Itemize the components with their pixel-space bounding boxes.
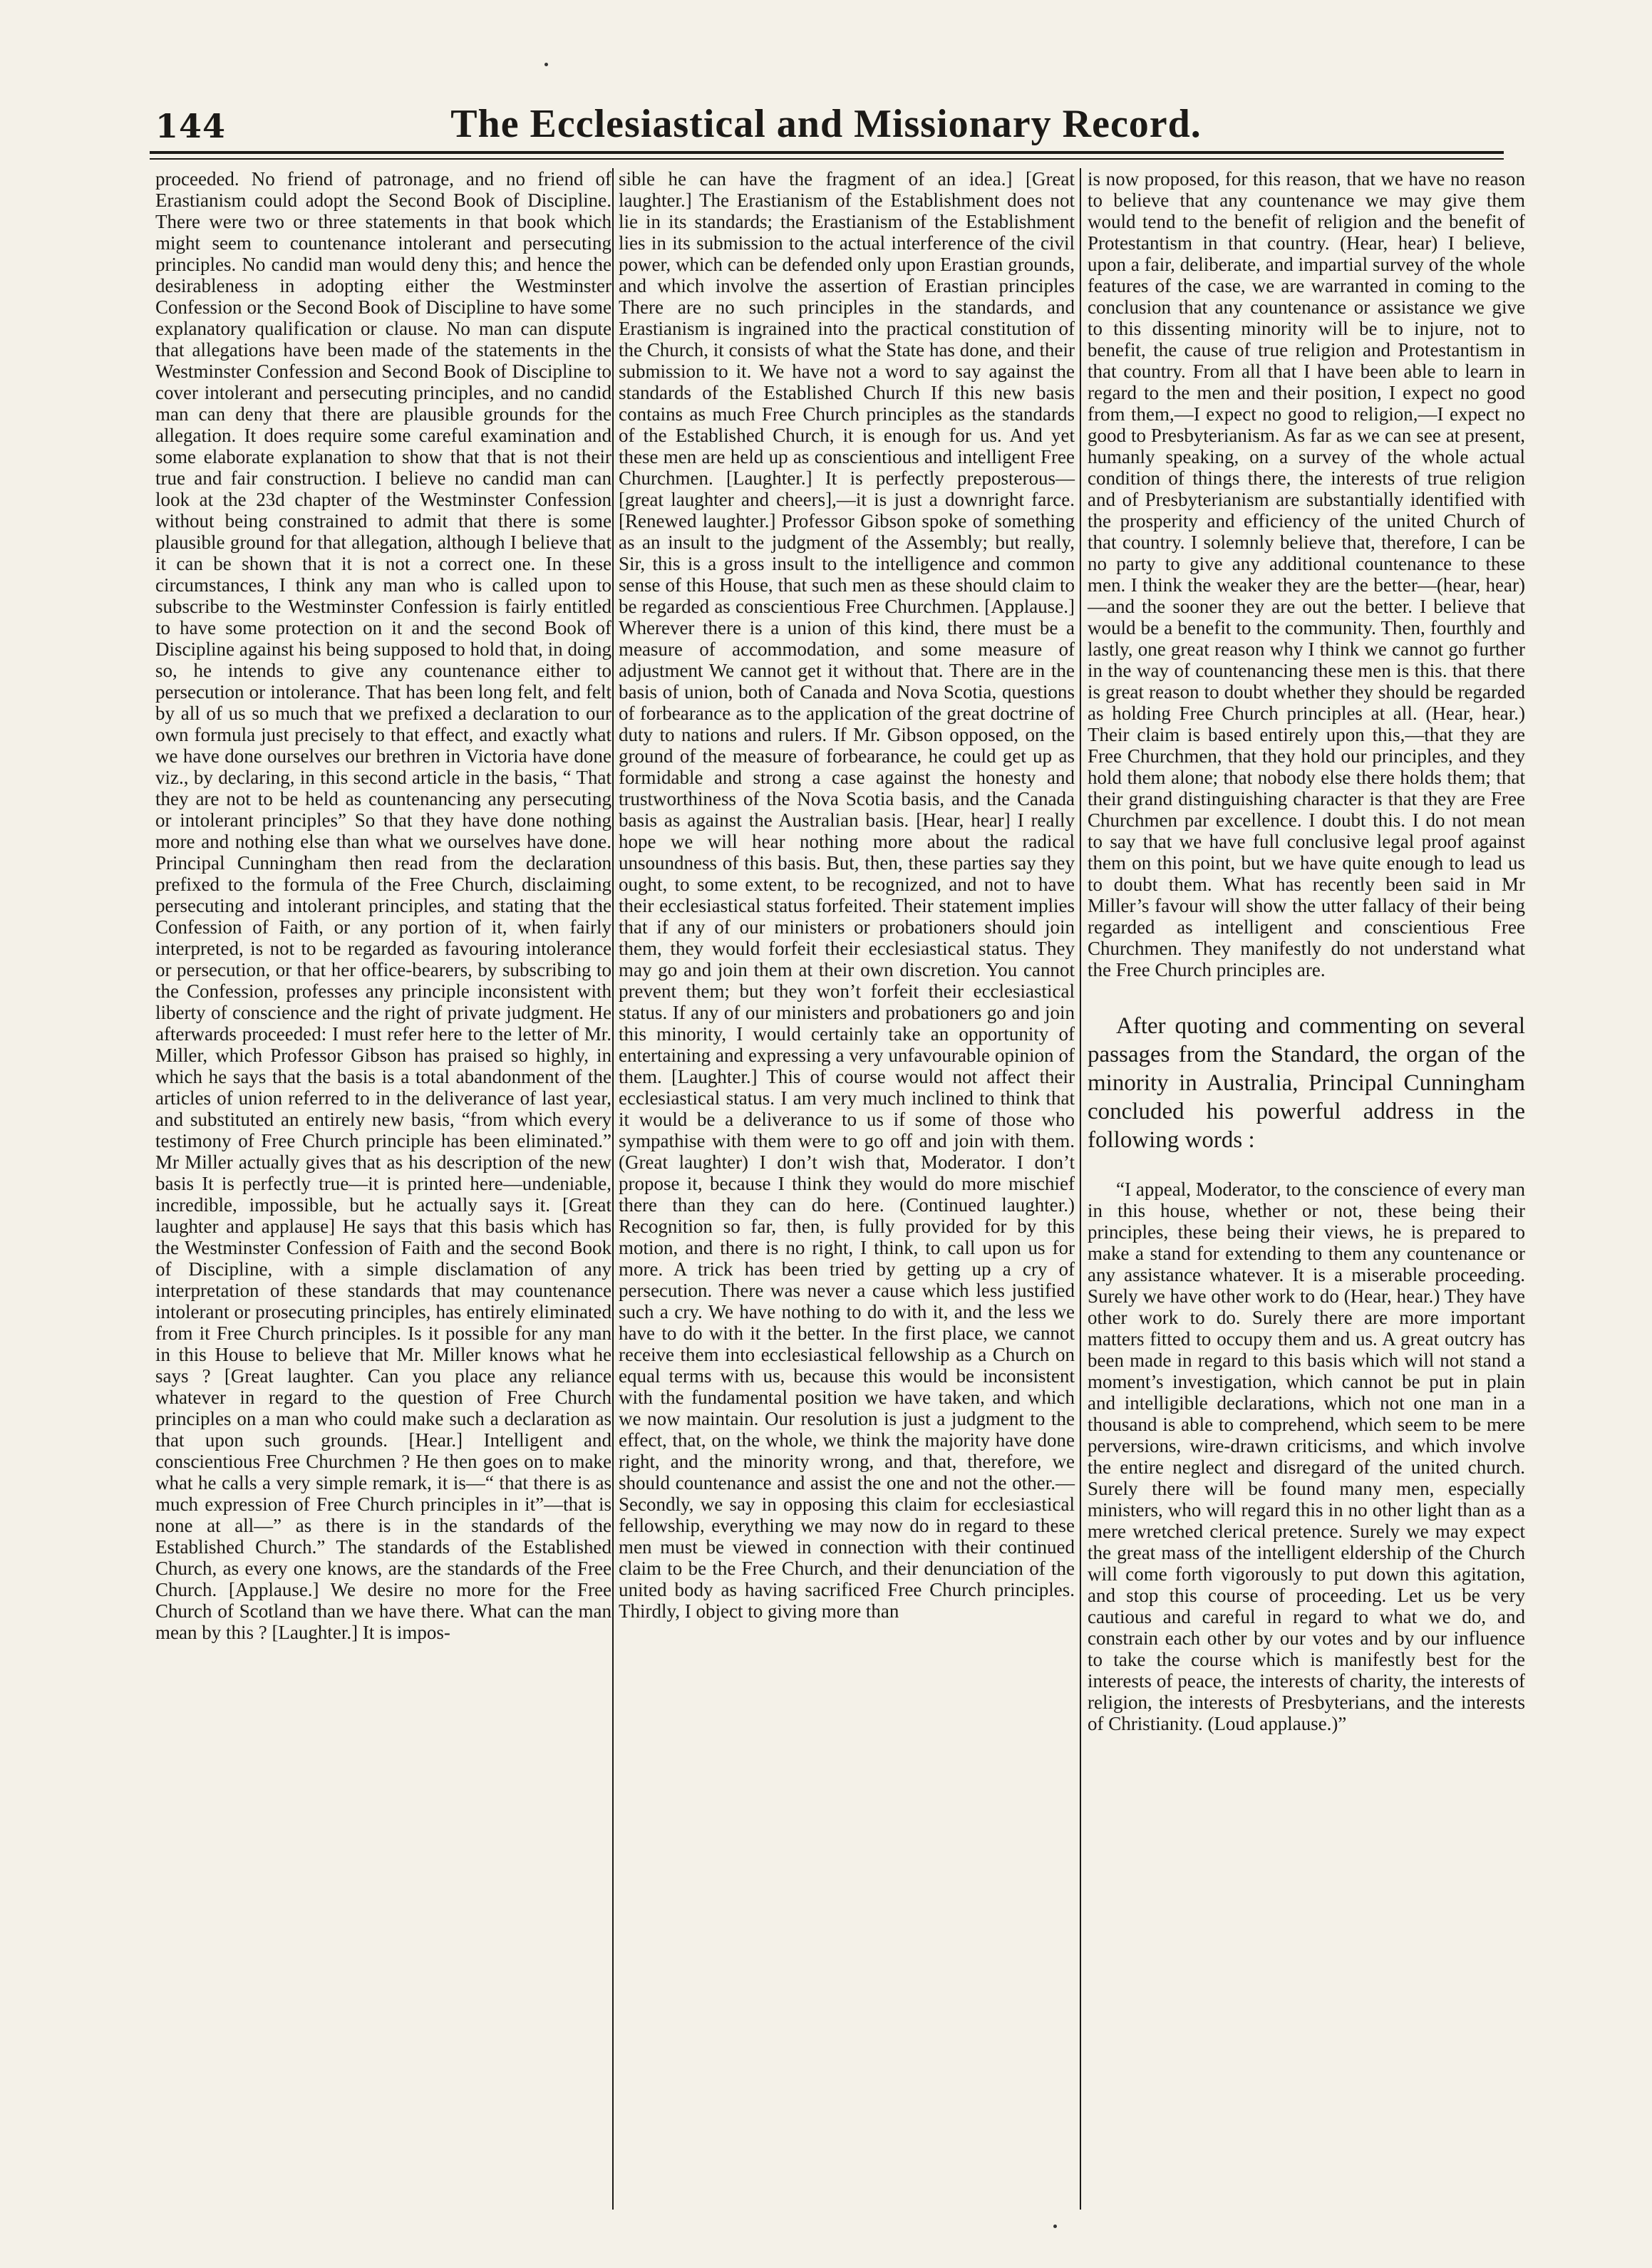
column-2	[619, 168, 1075, 1622]
stray-mark-bottom	[1053, 2225, 1057, 2228]
column-3	[1088, 168, 1525, 1734]
narrative-paragraph: After quoting and commenting on several passages from the Standard, the organ of the minority in Australia, Principal Cunningham concluded his powerful address in the following words :	[1088, 1013, 1525, 1153]
header-rule-thin	[150, 158, 1504, 160]
stray-mark-top	[544, 63, 548, 66]
closing-quote: “I appeal, Moderator, to the conscience of every man in this house, whether or not, these being their principles, these being their views, he is prepared to make a stand for extending to them any countenance or any assistance whatever. It is a miserable proceeding. Surely we have other work to do (Hear, hear.) They have other work to do. Surely there are more important matters fitted to occupy them and us. A great outcry has been made in regard to this basis which will not stand a moment’s investigation, which cannot be put in plain and intelligible declarations, which not one man in a thousand is able to comprehend, which seem to be mere perversions, wire-drawn criticisms, and which involve the entire neglect and disregard of the united church. Surely there will be found many men, especially ministers, who will regard this in no other light than as a mere wretched clerical pretence. Surely we may expect the great mass of the intelligent eldership of the Church will come forth vigorously to put down this agitation, and stop this course of proceeding. Let us be very cautious and careful in regard to what we do, and constrain each other by our votes and by our influence to take the course which is manifestly best for the interests of peace, the interests of charity, the interests of religion, the interests of Presbyterians, and the interests of Christianity. (Loud applause.)”	[1088, 1179, 1525, 1734]
column-divider-2	[1080, 168, 1081, 2210]
column-1-text: proceeded. No friend of patronage, and no friend of Erastianism could adopt the Second Book of Discipline. There were two or three statements in that book which might seem to countenance intolerant and persecuting principles. No candid man would deny this; and hence the desirableness in adopting either the Westminster Confession or the Second Book of Discipline to have some explanatory qualification or clause. No man can dispute that allegations have been made of the statements in the Westminster Confession and Second Book of Discipline to cover intolerant and persecuting principles, and no candid man can deny that there are plausible grounds for the allegation. It does require some careful examination and some elaborate explanation to show that that is not their true and fair construction. I believe no candid man can look at the 23d chapter of the Westminster Confession without being constrained to admit that there is some plausible ground for that allegation, although I believe that it can be shown that it is not a correct one. In these circumstances, I think any man who is called upon to subscribe to the Westminster Confession is fairly entitled to have some protection on it and the second Book of Discipline against his being supposed to hold that, in doing so, he intends to give any countenance either to persecution or intolerance. That has been long felt, and felt by all of us so much that we prefixed a declaration to our own formula just precisely to that effect, and exactly what we have done ourselves our brethren in Victoria have done viz., by declaring, in this second article in the basis, “ That they are not to be held as countenancing any persecuting or intolerant principles” So that they have done nothing more and nothing else than what we ourselves have done. Principal Cunningham then read from the declaration prefixed to the formula of the Free Church, disclaiming persecuting and intolerant principles, and stating that the Confession of Faith, or any portion of it, when fairly interpreted, is not to be regarded as favouring intolerance or persecution, or that her office-bearers, by subscribing to the Confession, professes any principle inconsistent with liberty of conscience and the right of private judgment. He afterwards proceeded: I must refer here to the letter of Mr. Miller, which Professor Gibson has praised so highly, in which he says that the basis is a total abandonment of the articles of union referred to in the deliverance of last year, and substituted an entirely new basis, “from which every testimony of Free Church principle has been eliminated.” Mr Miller actually gives that as his description of the new basis It is perfectly true—it is printed here—undeniable, incredible, impossible, but he actually says it. [Great laughter and applause] He says that this basis which has the Westminster Confession of Faith and the second Book of Discipline, with a simple disclamation of any interpretation of these standards that may countenance intolerant or prosecuting principles, has entirely eliminated from it Free Church principles. Is it possible for any man in this House to believe that Mr. Miller knows what he says ? [Great laughter. Can you place any reliance whatever in regard to the question of Free Church principles on a man who could make such a declaration as that upon such grounds. [Hear.] Intelligent and conscientious Free Churchmen ? He then goes on to make what he calls a very simple remark, it is—“ that there is as much expression of Free Church principles in it”—that is none at all—” as there is in the standards of the Established Church.” The standards of the Established Church, as every one knows, are the standards of the Free Church. [Applause.] We desire no more for the Free Church of Scotland than we have there. What can the man mean by this ? [Laughter.] It is impos-	[155, 168, 611, 1643]
header-rule-thick	[150, 151, 1504, 154]
column-divider-1	[612, 168, 614, 2210]
column-3-text: is now proposed, for this reason, that we have no reason to believe that any countenance we may give them would tend to the benefit of religion and the benefit of Protestantism in that country. (Hear, hear) I believe, upon a fair, deliberate, and impartial survey of the whole features of the case, we are warranted in coming to the conclusion that any countenance or assistance we give to this dissenting minority will be to injure, not to benefit, the cause of true religion and Protestantism in that country. From all that I have been able to learn in regard to the men and their position, I expect no good from them,—I expect no good to religion,—I expect no good to Presbyterianism. As far as we can see at present, humanly speaking, on a survey of the whole actual condition of things there, the interests of true religion and of Presbyterianism are substantially identified with the prosperity and efficiency of the united Church of that country. I solemnly believe that, therefore, I can be no party to give any additional countenance to these men. I think the weaker they are the better—(hear, hear)—and the sooner they are out the better. I believe that would be a benefit to the community. Then, fourthly and lastly, one great reason why I think we cannot go further in the way of countenancing these men is this. that there is great reason to doubt whether they should be regarded as holding Free Church principles at all. (Hear, hear.) Their claim is based entirely upon this,—that they are Free Churchmen, that they hold our principles, and they hold them alone; that nobody else there holds them; that their grand distinguishing character is that they are Free Churchmen par excellence. I doubt this. I do not mean to say that we have full conclusive legal proof against them on this point, but we have quite enough to lead us to doubt them. What has recently been said in Mr Miller’s favour will show the utter fallacy of their being regarded as intelligent and conscientious Free Churchmen. They manifestly do not understand what the Free Church principles are.	[1088, 168, 1525, 980]
column-1	[155, 168, 611, 1643]
running-title: The Ecclesiastical and Missionary Record.	[450, 102, 1202, 146]
page-number: 144	[155, 107, 227, 145]
column-2-text: sible he can have the fragment of an idea.] [Great laughter.] The Erastianism of the Establishment does not lie in its standards; the Erastianism of the Establishment lies in its submission to the actual interference of the civil power, which can be defended only upon Erastian grounds, and which involve the assertion of Erastian principles There are no such principles in the standards, and Erastianism is ingrained into the practical constitution of the Church, it consists of what the State has done, and their submission to it. We have not a word to say against the standards of the Established Church If this new basis contains as much Free Church principles as the standards of the Established Church, it is enough for us. And yet these men are held up as conscientious and intelligent Free Churchmen. [Laughter.] It is perfectly preposterous—[great laughter and cheers],—it is just a downright farce. [Renewed laughter.] Professor Gibson spoke of something as an insult to the judgment of the Assembly; but really, Sir, this is a gross insult to the intelligence and common sense of this House, that such men as these should claim to be regarded as conscientious Free Churchmen. [Applause.] Wherever there is a union of this kind, there must be a measure of accommodation, and some measure of adjustment We cannot get it without that. There are in the basis of union, both of Canada and Nova Scotia, questions of forbearance as to the application of the great doctrine of duty to nations and rulers. If Mr. Gibson opposed, on the ground of the measure of forbearance, he could get up as formidable and strong a case against the honesty and trustworthiness of the Nova Scotia basis, and the Canada basis as against the Australian basis. [Hear, hear] I really hope we will hear nothing more about the radical unsoundness of this basis. But, then, these parties say they ought, to some extent, to be recognized, and not to have their ecclesiastical status forfeited. Their statement implies that if any of our ministers or probationers should join them, they would forfeit their ecclesiastical status. They may go and join them at their own discretion. You cannot prevent them; but they won’t forfeit their ecclesiastical status. If any of our ministers and probationers go and join this minority, I would certainly take an opportunity of entertaining and expressing a very unfavourable opinion of them. [Laughter.] This of course would not affect their ecclesiastical status. I am very much inclined to think that it would be a deliverance to us if some of those who sympathise with them were to go off and join with them. (Great laughter) I don’t wish that, Moderator. I don’t propose it, because I think they would do more mischief there than they can do here. (Continued laughter.) Recognition so far, then, is fully provided for by this motion, and there is no right, I think, to call upon us for more. A trick has been tried by getting up a cry of persecution. There was never a cause which less justified such a cry. We have nothing to do with it, and the less we have to do with it the better. In the first place, we cannot receive them into ecclesiastical fellowship as a Church on equal terms with us, because this would be inconsistent with the fundamental position we have taken, and which we now maintain. Our resolution is just a judgment to the effect, that, on the whole, we think the majority have done right, and the minority wrong, and that, therefore, we should countenance and assist the one and not the other.—Secondly, we say in opposing this claim for ecclesiastical fellowship, everything we may now do in regard to these men must be viewed in connection with their continued claim to be the Free Church, and their denunciation of the united body as having sacrificed Free Church principles. Thirdly, I object to giving more than	[619, 168, 1075, 1622]
